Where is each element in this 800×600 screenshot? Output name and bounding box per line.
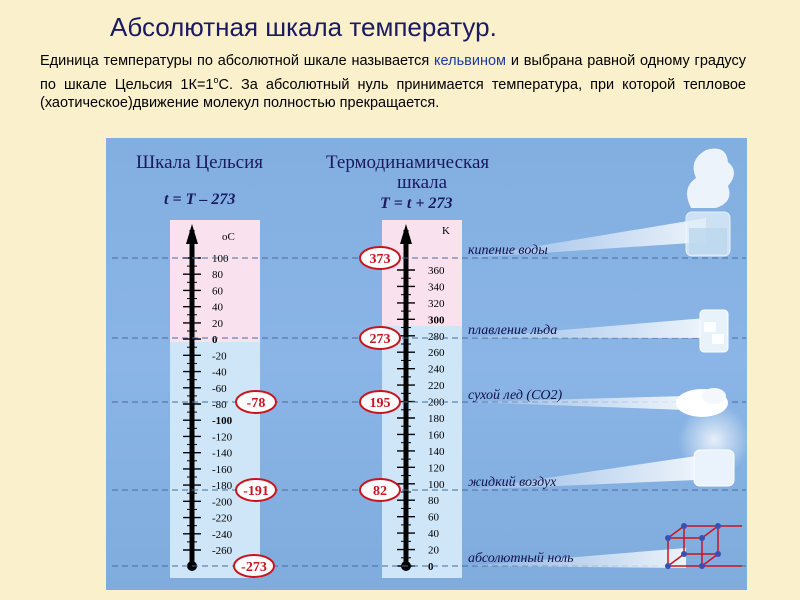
- label-dry-ice: сухой лед (CO2): [468, 388, 563, 403]
- kelvin-tick-label: 0: [428, 561, 434, 573]
- celsius-tick-label: -180: [212, 480, 233, 493]
- kelvin-tick-label: 240: [428, 363, 445, 376]
- kelvin-tick-label: 100: [428, 478, 445, 491]
- celsius-scale-title: Шкала Цельсия: [136, 152, 264, 173]
- celsius-tick-label: -200: [212, 496, 233, 509]
- kelvin-tick-label: 340: [428, 281, 445, 294]
- kelvin-mark-dry-ice: 195: [369, 396, 391, 411]
- ice-glass-icon: [700, 310, 728, 352]
- celsius-tick-label: 0: [212, 334, 218, 347]
- celsius-tick-label: 80: [212, 269, 223, 282]
- page-title: Абсолютная шкала температур.: [110, 12, 497, 42]
- degree-superscript: о: [213, 74, 219, 85]
- label-boiling-water: кипение воды: [468, 243, 548, 258]
- celsius-unit-label: oC: [222, 231, 235, 243]
- kelvin-tick-label: 280: [428, 330, 445, 343]
- kelvin-tick-label: 200: [428, 396, 445, 409]
- kelvin-tick-label: 320: [428, 297, 445, 310]
- boiling-water-glass-icon: [686, 149, 734, 257]
- label-absolute-zero: абсолютный ноль: [468, 551, 574, 566]
- celsius-tick-label: -160: [212, 463, 233, 476]
- kelvin-mark-boiling: 373: [369, 252, 391, 267]
- kelvin-tick-label: 220: [428, 380, 445, 393]
- celsius-tick-label: -20: [212, 350, 227, 363]
- kelvin-tick-label: 60: [428, 511, 439, 524]
- kelvin-tick-label: 160: [428, 429, 445, 442]
- temperature-scales-figure: [106, 138, 747, 590]
- label-liquid-air: жидкий воздух: [468, 475, 557, 490]
- paragraph-part3: С. За абсолютный нуль принимается температура, при которой тепловое (хаотическое)движение молекул полностью прекращается.: [40, 76, 746, 111]
- celsius-tick-label: -220: [212, 512, 233, 525]
- kelvin-mark-liquid-air: 82: [373, 484, 387, 499]
- celsius-mark-absolute-zero: -273: [241, 560, 267, 575]
- celsius-tick-label: -100: [212, 415, 233, 428]
- kelvin-unit-label: K: [442, 225, 450, 237]
- celsius-tick-label: -40: [212, 366, 227, 379]
- label-ice-melting: плавление льда: [468, 323, 558, 338]
- celsius-tick-label: -240: [212, 528, 233, 541]
- kelvin-tick-label: 40: [428, 528, 439, 541]
- kelvin-formula: T = t + 273: [380, 195, 453, 212]
- kelvin-tick-label: 360: [428, 265, 445, 277]
- celsius-tick-label: -140: [212, 447, 233, 460]
- celsius-tick-label: 40: [212, 301, 223, 314]
- kelvin-tick-label: 20: [428, 544, 439, 557]
- kelvin-tick-label: 260: [428, 347, 445, 360]
- celsius-tick-label: 100: [212, 253, 229, 265]
- kelvin-tick-label: 80: [428, 495, 439, 508]
- thermo-scale-title-line2: шкала: [397, 172, 448, 193]
- celsius-tick-label: -60: [212, 382, 227, 395]
- celsius-mark-dry-ice: -78: [246, 396, 266, 411]
- kelvin-tick-label: 300: [428, 314, 445, 327]
- kelvin-tick-label: 180: [428, 413, 445, 425]
- kelvin-mark-melting: 273: [369, 332, 391, 347]
- kelvin-tick-label: 140: [428, 445, 445, 458]
- paragraph-part2: и выбрана равной одному градусу по шкале Цельсия 1К=1: [40, 53, 746, 93]
- definition-paragraph: [40, 52, 746, 112]
- celsius-tick-label: -80: [212, 399, 227, 411]
- celsius-tick-label: -120: [212, 431, 233, 444]
- celsius-tick-label: 20: [212, 317, 223, 330]
- celsius-tick-label: 60: [212, 285, 223, 298]
- thermo-scale-title-line1: Термодинамическая: [326, 152, 490, 173]
- celsius-mark-liquid-air: -191: [243, 484, 269, 499]
- paragraph-part1: Единица температуры по абсолютной шкале называется: [40, 53, 435, 69]
- kelvin-tick-label: 120: [428, 462, 445, 475]
- celsius-tick-label: -260: [212, 545, 233, 557]
- celsius-formula: t = T – 273: [164, 191, 236, 208]
- kelvin-term: кельвином: [434, 53, 506, 69]
